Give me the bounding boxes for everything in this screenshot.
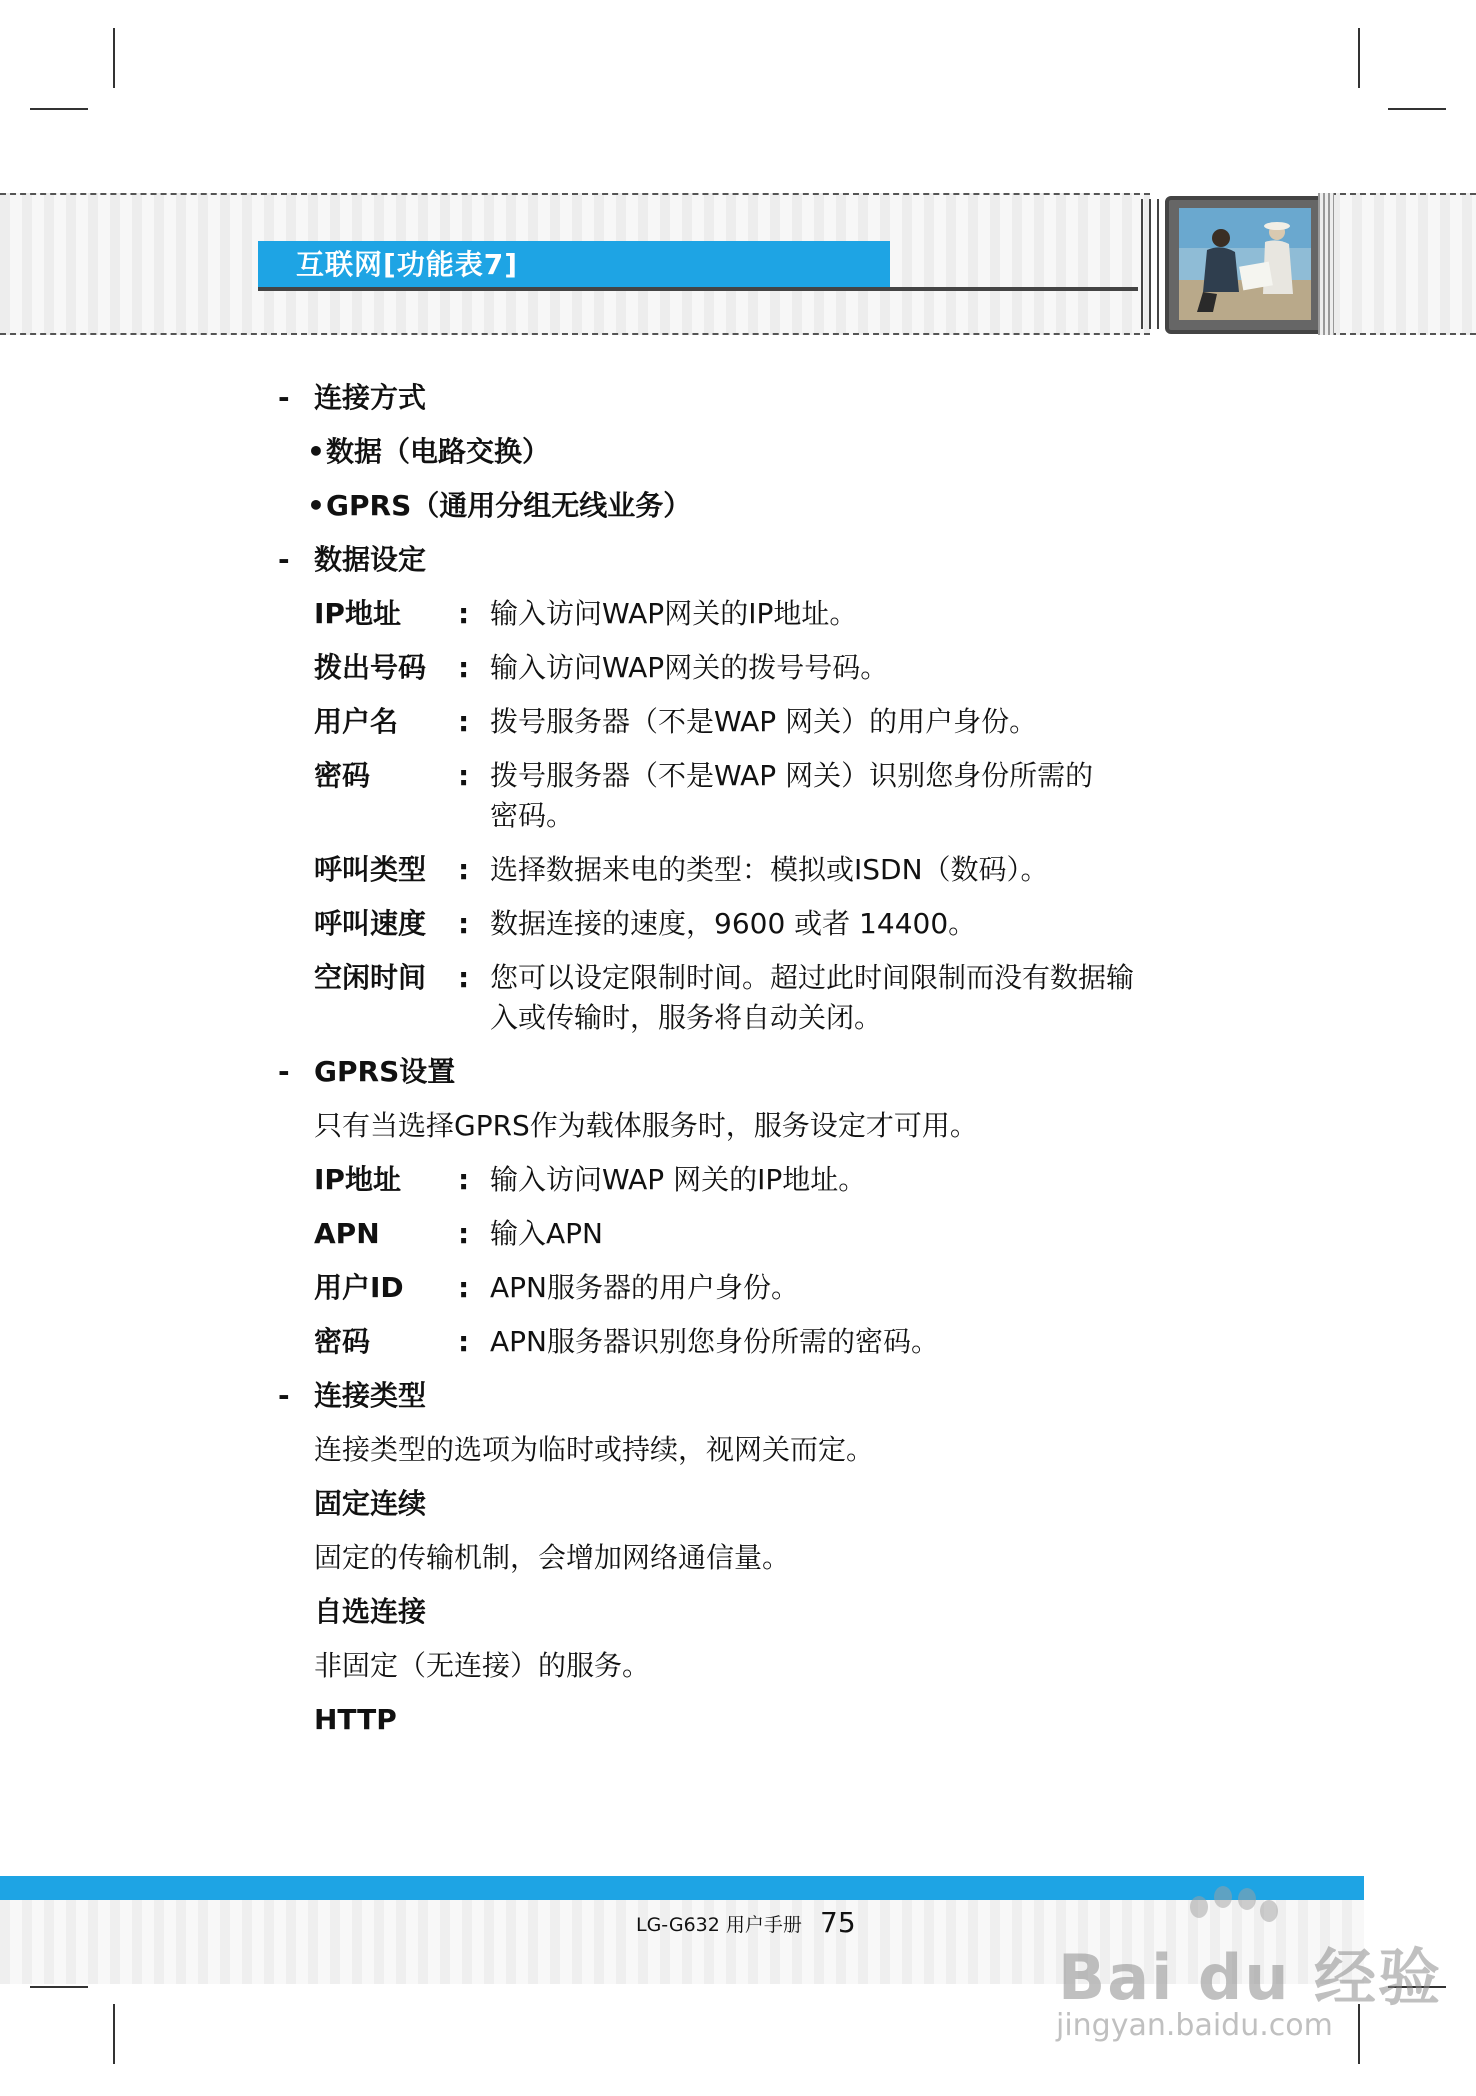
definition-colon: :	[458, 961, 470, 994]
subsection-text: 非固定（无连接）的服务。	[314, 1649, 651, 1682]
people-photo-icon	[1179, 208, 1311, 320]
paw-icon	[1214, 1886, 1232, 1908]
crop-mark	[30, 108, 88, 110]
section-heading	[278, 1052, 455, 1092]
phone-illustration	[1165, 196, 1325, 334]
section-heading	[278, 378, 426, 418]
crop-mark	[113, 28, 115, 88]
definition-text: APN服务器识别您身份所需的密码。	[490, 1325, 939, 1358]
bullet-item	[306, 486, 691, 526]
definition-text-cont: 密码。	[490, 799, 575, 832]
page-title: 互联网[功能表7]	[296, 248, 519, 281]
dash-marker: -	[278, 381, 290, 414]
definition-colon: :	[458, 1325, 470, 1358]
definition-term: 用户ID	[314, 1271, 404, 1304]
definition-term: APN	[314, 1217, 380, 1250]
definition-text: 输入访问WAP 网关的IP地址。	[490, 1163, 867, 1196]
header-band-right	[1330, 193, 1476, 335]
crop-mark	[30, 1986, 88, 1988]
definition-colon: :	[458, 705, 470, 738]
definition-text: 输入访问WAP网关的IP地址。	[490, 597, 858, 630]
title-underline	[258, 287, 1138, 291]
definition-term: 呼叫速度	[314, 907, 427, 940]
definition-colon: :	[458, 651, 470, 684]
crop-mark	[113, 2004, 115, 2064]
definition-term: 呼叫类型	[314, 853, 427, 886]
definition-term: 密码	[314, 759, 371, 792]
definition-text: 选择数据来电的类型：模拟或ISDN（数码）。	[490, 853, 1049, 886]
page-number: 75	[820, 1906, 856, 1939]
definition-text: APN服务器的用户身份。	[490, 1271, 799, 1304]
section-title: 连接类型	[314, 1379, 427, 1412]
definition-text: 输入APN	[490, 1217, 603, 1250]
section-title: 数据设定	[314, 543, 427, 576]
bullet-text: 数据（电路交换）	[326, 435, 551, 468]
bullet-item	[306, 432, 550, 472]
paw-icon	[1190, 1896, 1208, 1918]
definition-colon: :	[458, 1271, 470, 1304]
definition-term: IP地址	[314, 597, 401, 630]
bullet-marker: •	[307, 435, 325, 468]
phone-screen-photo	[1179, 208, 1311, 320]
definition-term: 空闲时间	[314, 961, 427, 994]
section-title: GPRS设置	[314, 1055, 456, 1088]
crop-mark	[1388, 108, 1446, 110]
phone-side-edge	[1318, 193, 1334, 335]
definition-colon: :	[458, 1163, 470, 1196]
section-intro: 连接类型的选项为临时或持续，视网关而定。	[314, 1433, 875, 1466]
dash-marker: -	[278, 543, 290, 576]
section-heading	[278, 540, 426, 580]
definition-term: IP地址	[314, 1163, 401, 1196]
paw-icon	[1238, 1888, 1256, 1910]
definition-text: 您可以设定限制时间。超过此时间限制而没有数据输	[490, 961, 1135, 994]
subsection-title: 固定连续	[314, 1487, 427, 1520]
definition-colon: :	[458, 597, 470, 630]
definition-colon: :	[458, 907, 470, 940]
paw-icon	[1260, 1900, 1278, 1922]
watermark-url: jingyan.baidu.com	[1056, 2008, 1333, 2043]
dash-marker: -	[278, 1055, 290, 1088]
footer-manual-name: LG-G632 用户手册	[636, 1914, 802, 1936]
definition-term: 密码	[314, 1325, 371, 1358]
section-heading	[278, 1376, 426, 1416]
definition-colon: :	[458, 1217, 470, 1250]
section-title: 连接方式	[314, 381, 427, 414]
definition-text: 拨号服务器（不是WAP 网关）识别您身份所需的	[490, 759, 1094, 792]
definition-text: 输入访问WAP网关的拨号号码。	[490, 651, 889, 684]
bullet-marker: •	[307, 489, 325, 522]
subsection-title: 自选连接	[314, 1595, 427, 1628]
bracket-lines	[1138, 193, 1168, 335]
bullet-text: GPRS（通用分组无线业务）	[326, 489, 692, 522]
definition-text: 数据连接的速度，9600 或者 14400。	[490, 907, 977, 940]
watermark-logo: Bai du 经验	[1058, 1941, 1443, 2014]
section-intro: 只有当选择GPRS作为载体服务时，服务设定才可用。	[314, 1109, 978, 1142]
baidu-watermark	[1050, 1880, 1450, 2060]
definition-text: 拨号服务器（不是WAP 网关）的用户身份。	[490, 705, 1038, 738]
definition-colon: :	[458, 759, 470, 792]
subsection-text: 固定的传输机制，会增加网络通信量。	[314, 1541, 791, 1574]
subsection-title: HTTP	[314, 1703, 397, 1736]
definition-colon: :	[458, 853, 470, 886]
dash-marker: -	[278, 1379, 290, 1412]
definition-term: 用户名	[314, 705, 399, 738]
crop-mark	[1358, 28, 1360, 88]
definition-term: 拨出号码	[314, 651, 427, 684]
definition-text-cont: 入或传输时，服务将自动关闭。	[490, 1001, 883, 1034]
